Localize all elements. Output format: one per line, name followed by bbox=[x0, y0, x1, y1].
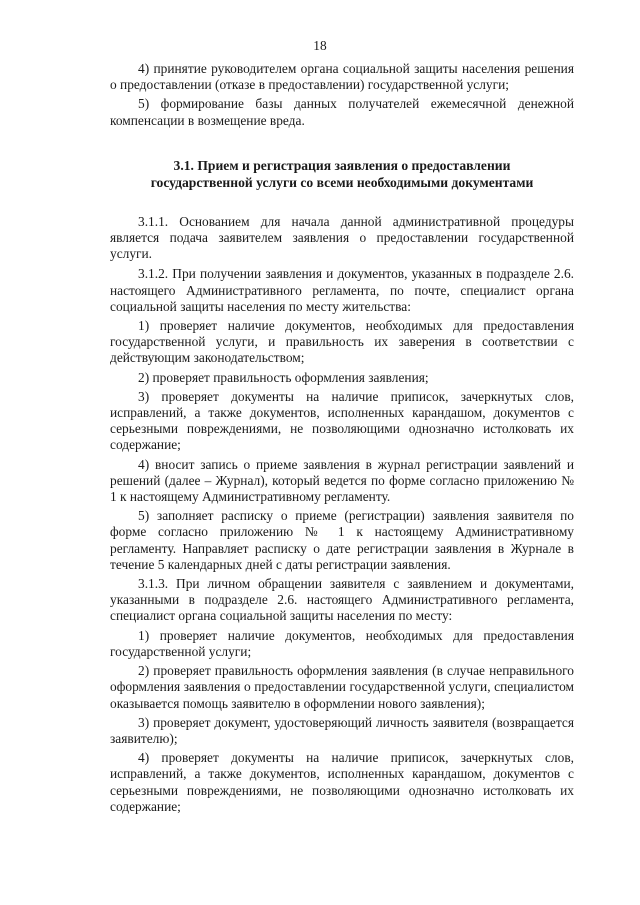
list-item-3-1-2-1: 1) проверяет наличие документов, необходимых для предоставления государственной услуги, и правильность их заверения в соответствии с действующим законодательством; bbox=[110, 318, 574, 366]
paragraph-3-1-1: 3.1.1. Основанием для начала данной административной процедуры является подача заявителем заявления о предоставлении государственной услуги. bbox=[110, 213, 574, 262]
list-item-3-1-2-3: 3) проверяет документы на наличие приписок, зачеркнутых слов, исправлений, а также документов, исполненных карандашом, документов с серьезными повреждениями, не позволяющими однозначно истолковать их содержание; bbox=[110, 388, 574, 453]
paragraph-3-1-3: 3.1.3. При личном обращении заявителя с заявлением и документами, указанными в подразделе 2.6. настоящего Административного регламента, специалист органа социальной защиты населения по месту: bbox=[110, 576, 574, 624]
section-heading-line-2: государственной услуги со всеми необходимыми документами bbox=[150, 174, 534, 190]
section-heading bbox=[110, 157, 574, 191]
list-item-3-1-3-4: 4) проверяет документы на наличие приписок, зачеркнутых слов, исправлений, а также документов, исполненных карандашом, документов с серьезными повреждениями, не позволяющими однозначно истолковать их содержание; bbox=[110, 750, 574, 814]
list-item-3-1-3-1: 1) проверяет наличие документов, необходимых для предоставления государственной услуги; bbox=[110, 627, 574, 659]
section-heading-line-1: 3.1. Прием и регистрация заявления о предоставлении bbox=[173, 157, 511, 173]
list-item-3-1-2-5: 5) заполняет расписку о приеме (регистрации) заявления заявителя по форме согласно приложению № 1 к настоящему Административному регламенту. Направляет расписку о дате регистрации заявления в Журнале в течение 5 календарных дней с даты регистрации заявления. bbox=[110, 508, 574, 572]
list-item-3-1-3-2: 2) проверяет правильность оформления заявления (в случае неправильного оформления заявления о предоставлении государственной услуги, специалистом оказывается помощь заявителю в оформлении нового заявления); bbox=[110, 663, 574, 711]
list-item-3-1-2-4: 4) вносит запись о приеме заявления в журнал регистрации заявлений и решений (далее – Журнал), который ведется по форме согласно приложению № 1 к настоящему Административному регламенту. bbox=[110, 456, 574, 505]
page-number: 18 bbox=[313, 38, 327, 53]
intro-paragraph-4: 4) принятие руководителем органа социальной защиты населения решения о предоставлении (отказе в предоставлении) государственной услуги; bbox=[110, 61, 574, 93]
paragraph-3-1-2: 3.1.2. При получении заявления и документов, указанных в подразделе 2.6. настоящего Административного регламента, по почте, специалист органа социальной защиты населения по месту жительства: bbox=[110, 266, 574, 314]
list-item-3-1-3-3: 3) проверяет документ, удостоверяющий личность заявителя (возвращается заявителю); bbox=[110, 714, 574, 746]
list-item-3-1-2-2: 2) проверяет правильность оформления заявления; bbox=[138, 369, 429, 385]
intro-paragraph-5: 5) формирование базы данных получателей ежемесячной денежной компенсации в возмещение вреда. bbox=[110, 96, 574, 128]
document-body bbox=[110, 61, 574, 816]
